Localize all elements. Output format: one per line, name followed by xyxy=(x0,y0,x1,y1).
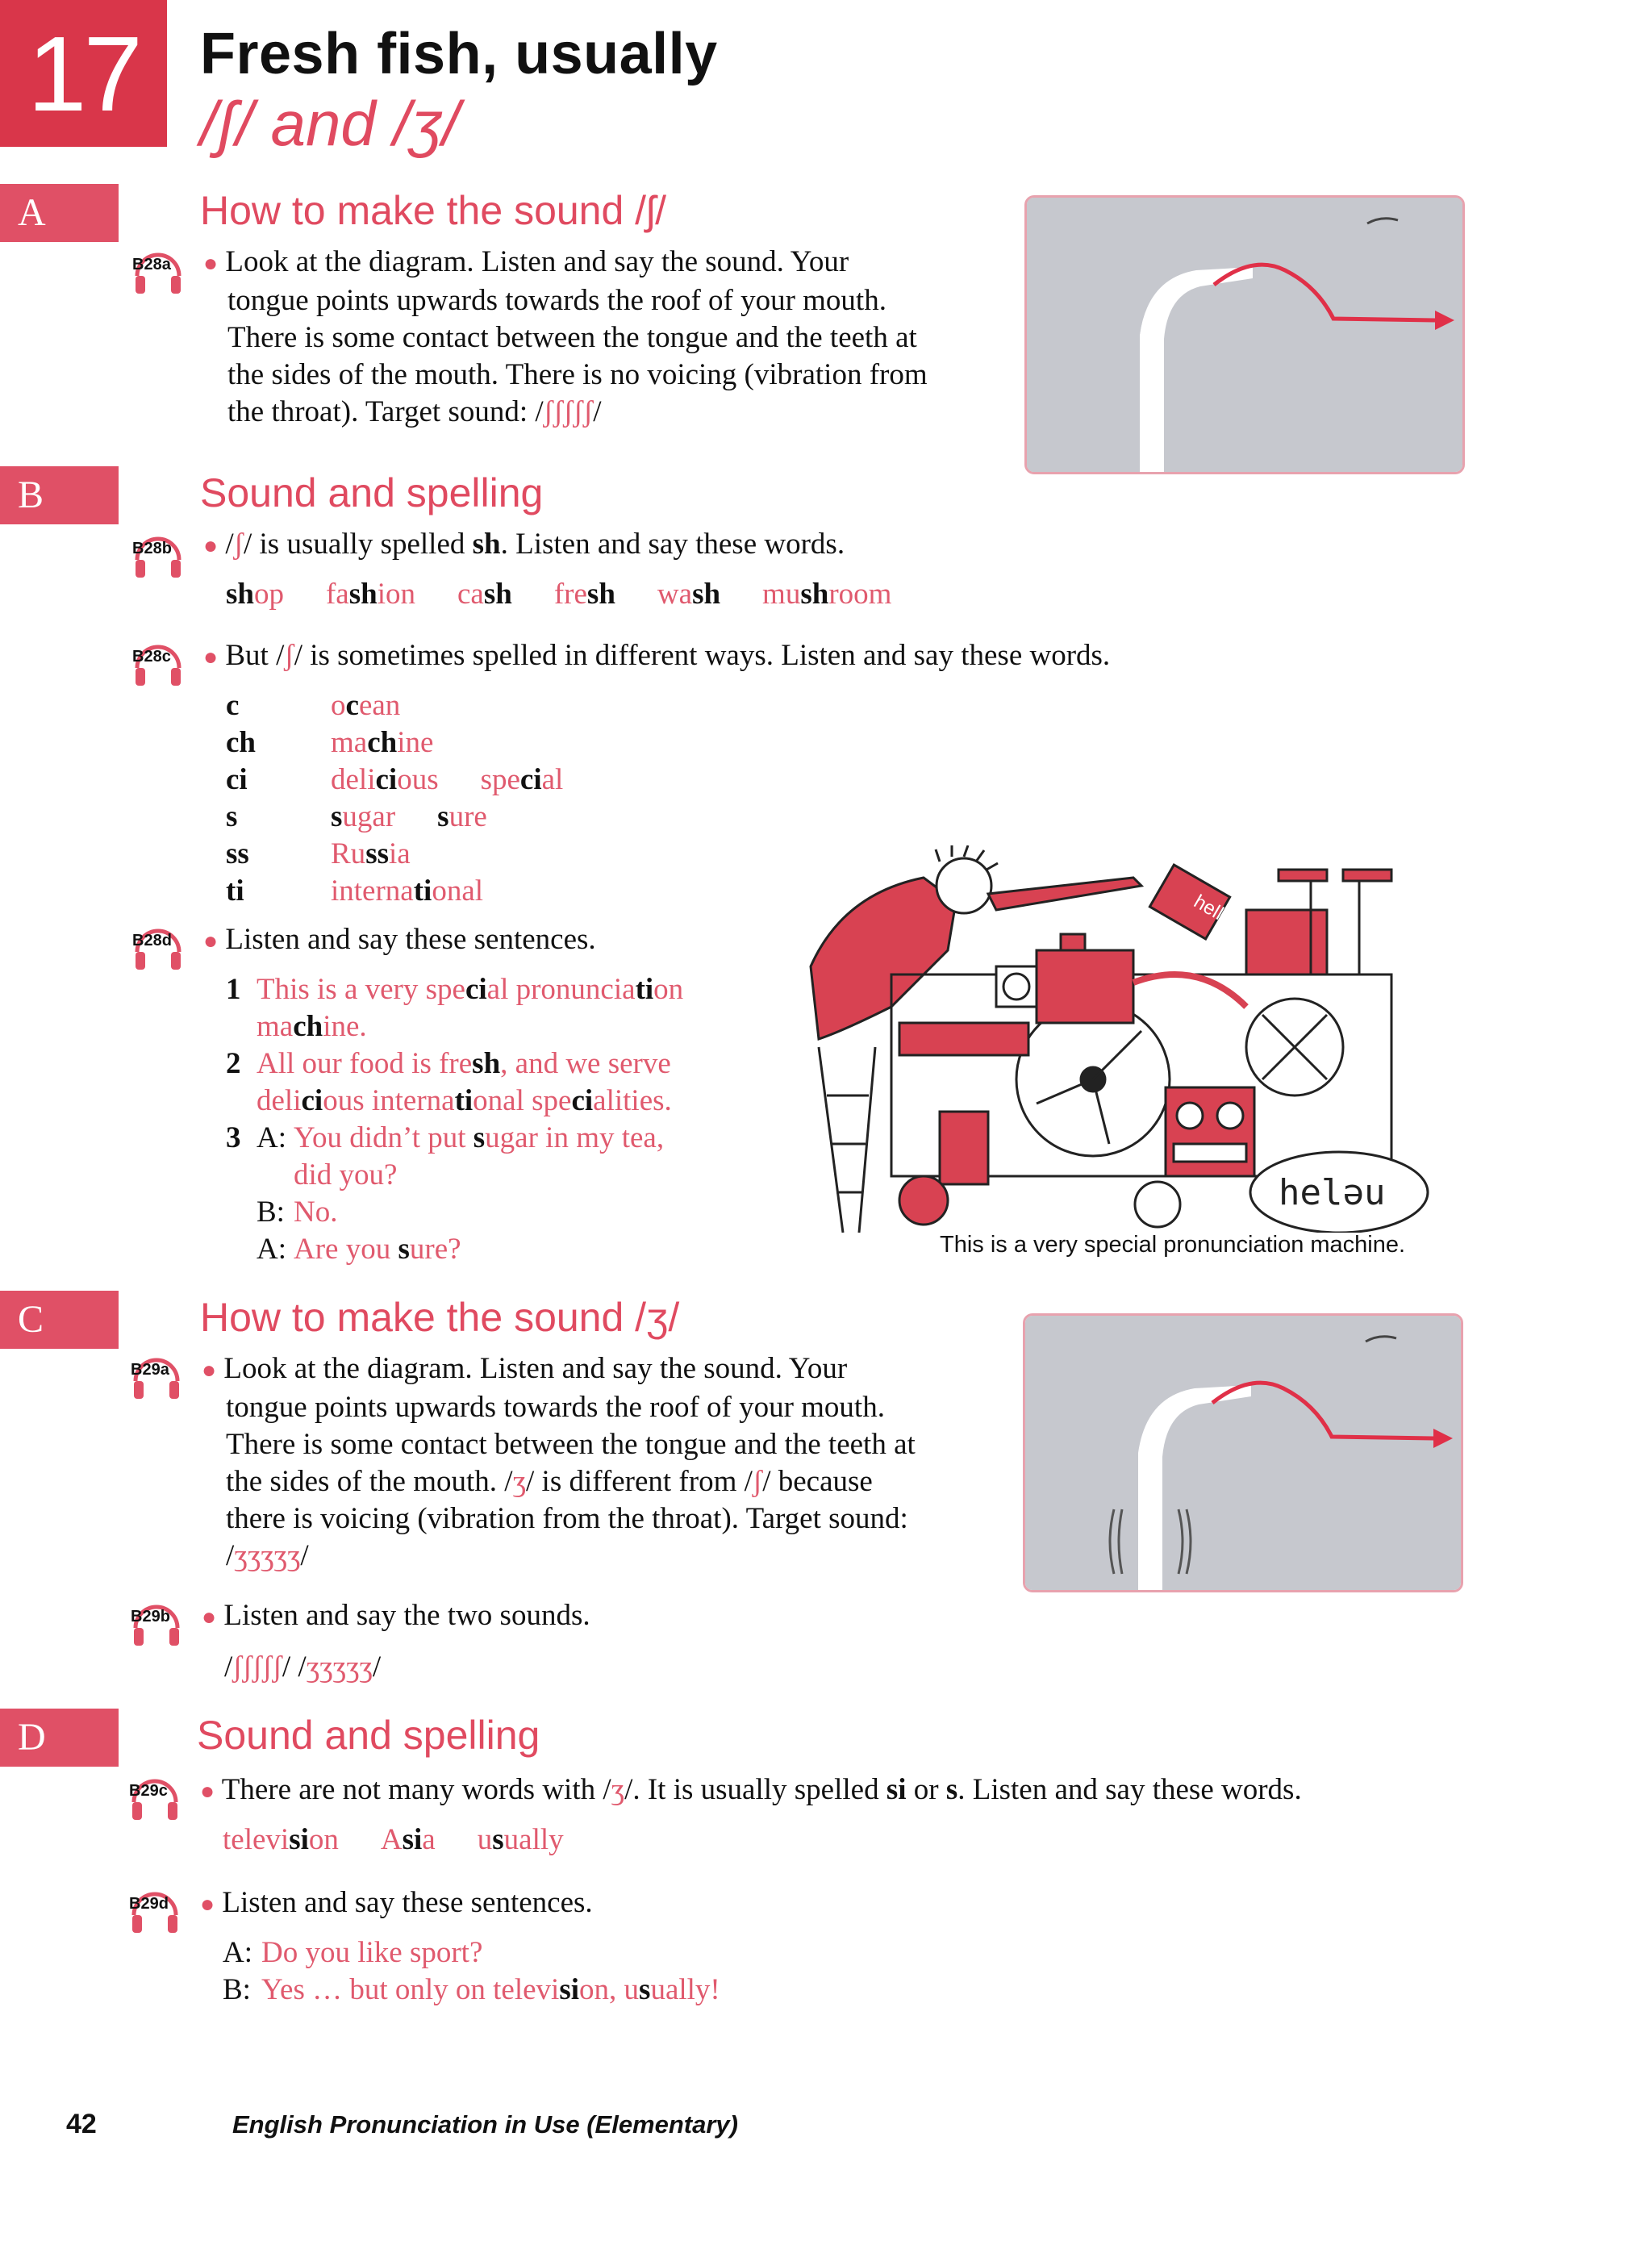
machine-sign-phonetic: heləu xyxy=(1279,1172,1386,1213)
spelling-key: ch xyxy=(226,726,256,759)
sentence-number: 2 xyxy=(226,1047,241,1080)
bullet-icon: ● xyxy=(203,928,219,954)
text-segment: ually! xyxy=(650,1973,720,2006)
phoneme: ʒ xyxy=(611,1773,625,1806)
sentence-line xyxy=(294,1194,337,1231)
spelling-key: c xyxy=(226,689,240,722)
audio-label: B28b xyxy=(132,540,172,557)
sentence-line xyxy=(226,1157,791,1194)
zh-word-list xyxy=(223,1822,606,1859)
text-segment: /. It is usually spelled xyxy=(624,1773,886,1806)
section-tab-d: D xyxy=(0,1709,119,1767)
audio-label: B29c xyxy=(129,1782,168,1800)
section-c-heading: How to make the sound /ʒ/ xyxy=(200,1295,680,1340)
spelling: ti xyxy=(454,1084,473,1117)
text-segment: ma xyxy=(331,726,368,759)
example-word xyxy=(457,576,512,613)
phoneme: ʒ xyxy=(512,1465,527,1498)
audio-label: B28d xyxy=(132,932,172,949)
audio-track-icon[interactable] xyxy=(131,524,186,586)
section-c-text xyxy=(202,1350,1008,1575)
text-line: There is some contact between the tongue and the teeth at xyxy=(227,321,917,354)
text-segment: a xyxy=(422,1823,436,1856)
spelling: si xyxy=(886,1773,907,1806)
text-segment: Yes … but only on televi xyxy=(261,1973,560,2006)
section-tab-a: A xyxy=(0,184,119,242)
text-segment: deli xyxy=(257,1084,302,1117)
spelling: s xyxy=(331,800,343,833)
sentence-line xyxy=(257,1045,671,1083)
target-sound: ʃʃʃʃʃ xyxy=(543,395,594,428)
text-segment: Listen and say these sentences. xyxy=(225,923,596,956)
text-segment: ion xyxy=(377,578,415,611)
sound-pair xyxy=(224,1649,381,1686)
spelling: sh xyxy=(472,1047,501,1080)
text-segment: on, u xyxy=(579,1973,640,2006)
text-segment: / xyxy=(226,1539,235,1572)
target-sound: ʒʒʒʒʒ xyxy=(306,1650,373,1684)
spelling: ss xyxy=(365,837,389,870)
spelling-key: ci xyxy=(226,763,248,796)
example-word xyxy=(437,799,487,836)
spelling: ci xyxy=(375,763,398,796)
target-sound: ʒʒʒʒʒ xyxy=(234,1539,301,1572)
audio-label: B29d xyxy=(129,1895,169,1913)
text-segment: or xyxy=(906,1773,946,1806)
text-segment: . Listen and say these words. xyxy=(957,1773,1302,1806)
spelling-row xyxy=(226,836,605,873)
spelling: ch xyxy=(367,726,398,759)
bullet-icon: ● xyxy=(200,1778,215,1805)
text-segment: on xyxy=(653,973,684,1006)
section-b-intro2 xyxy=(203,637,1110,676)
text-segment: / xyxy=(300,1539,309,1572)
sentence-line xyxy=(257,971,683,1008)
text-segment: onal spe xyxy=(473,1084,572,1117)
audio-track-icon[interactable] xyxy=(131,632,186,695)
text-segment: ine. xyxy=(323,1010,367,1043)
spelling: sh xyxy=(483,578,512,611)
text-segment: , and we serve xyxy=(500,1047,671,1080)
example-word xyxy=(762,576,891,613)
bullet-icon: ● xyxy=(200,1891,215,1918)
text-segment: room xyxy=(828,578,892,611)
phoneme: ʃ xyxy=(284,639,294,672)
text-segment: did you? xyxy=(294,1158,398,1191)
text-segment: / is usually spelled xyxy=(243,528,473,561)
spelling: ci xyxy=(301,1084,323,1117)
text-segment: fre xyxy=(553,578,587,611)
audio-track-icon[interactable] xyxy=(127,1880,182,1942)
section-d-heading: Sound and spelling xyxy=(197,1713,540,1758)
audio-label: B29b xyxy=(131,1608,170,1625)
text-segment: ca xyxy=(457,578,484,611)
section-d-intro2 xyxy=(200,1884,593,1923)
audio-track-icon[interactable] xyxy=(127,1767,182,1829)
audio-track-icon[interactable] xyxy=(129,1346,184,1408)
text-segment: alities. xyxy=(593,1084,672,1117)
section-a-text xyxy=(203,244,1010,431)
text-segment: All our food is fre xyxy=(257,1047,473,1080)
spelling-row xyxy=(226,873,605,910)
speaker-label: A: xyxy=(257,1121,286,1154)
spelling: sh xyxy=(348,578,378,611)
text-line xyxy=(202,1463,1008,1500)
text-segment: This is a very spe xyxy=(257,973,465,1006)
example-word xyxy=(331,799,395,836)
example-word xyxy=(481,762,564,799)
sentence-line xyxy=(294,1231,461,1268)
spelling: s xyxy=(473,1121,486,1154)
unit-number: 17 xyxy=(27,14,140,133)
text-segment: fa xyxy=(325,578,349,611)
spelling: si xyxy=(289,1823,309,1856)
target-sound: ʃʃʃʃʃ xyxy=(232,1650,282,1684)
text-line: tongue points upwards towards the roof of your mouth. xyxy=(226,1391,885,1424)
speaker-label: A: xyxy=(257,1233,286,1266)
book-title: English Pronunciation in Use (Elementary) xyxy=(232,2110,738,2139)
example-word xyxy=(381,1822,436,1859)
text-segment: / because xyxy=(762,1465,873,1498)
unit-subtitle: /ʃ/ and /ʒ/ xyxy=(200,88,460,159)
page-number: 42 xyxy=(66,2109,97,2139)
mouth-diagram-sh xyxy=(1024,195,1465,474)
speaker-label: B: xyxy=(223,1973,251,2006)
text-segment: Ru xyxy=(331,837,366,870)
text-line: Look at the diagram. Listen and say the sound. Your xyxy=(225,245,849,278)
section-tab-c: C xyxy=(0,1291,119,1349)
text-segment: Listen and say the two sounds. xyxy=(223,1599,590,1632)
spelling: s xyxy=(945,1773,958,1806)
spelling: ti xyxy=(413,874,432,908)
text-segment: / xyxy=(224,1650,233,1684)
text-segment: / xyxy=(372,1650,382,1684)
text-segment: deli xyxy=(331,763,376,796)
mouth-diagram-zh xyxy=(1023,1313,1463,1592)
spelling: sh xyxy=(692,578,721,611)
section-b-intro3 xyxy=(203,921,596,960)
example-word xyxy=(331,724,433,762)
audio-track-icon[interactable] xyxy=(129,1592,184,1655)
text-segment: But / xyxy=(225,639,285,672)
section-b-intro1 xyxy=(203,526,845,565)
text-segment: al xyxy=(541,763,564,796)
text-segment: ia xyxy=(389,837,411,870)
unit-number-box xyxy=(0,0,167,147)
text-segment: You didn’t put xyxy=(294,1121,473,1154)
spelling: c xyxy=(345,689,359,722)
example-word xyxy=(478,1822,564,1859)
spelling: s xyxy=(398,1233,410,1266)
text-segment: the sides of the mouth. / xyxy=(226,1465,513,1498)
spelling: s xyxy=(639,1973,651,2006)
text-segment: / is sometimes spelled in different ways. Listen and say these words. xyxy=(294,639,1111,672)
text-segment: ean xyxy=(358,689,401,722)
text-segment: ma xyxy=(257,1010,294,1043)
text-line: There is some contact between the tongue and the teeth at xyxy=(226,1428,916,1461)
spelling: sh xyxy=(800,578,829,611)
spelling: ci xyxy=(571,1084,594,1117)
example-word xyxy=(223,1822,339,1859)
text-segment: spe xyxy=(480,763,520,796)
text-segment: the throat). Target sound: / xyxy=(227,395,544,428)
sentence-line xyxy=(261,1972,720,2009)
spelling: sh xyxy=(472,528,501,561)
text-segment: / is different from / xyxy=(526,1465,753,1498)
section-tab-b: B xyxy=(0,466,119,524)
text-segment: There are not many words with / xyxy=(221,1773,611,1806)
example-word xyxy=(331,762,439,799)
text-segment: ine xyxy=(397,726,434,759)
phoneme: ʃ xyxy=(752,1465,763,1498)
text-segment: onal xyxy=(432,874,484,908)
text-line: the sides of the mouth. There is no voicing (vibration from xyxy=(227,358,928,391)
text-segment: u xyxy=(477,1823,493,1856)
speaker-label: A: xyxy=(223,1936,252,1969)
text-segment: mu xyxy=(762,578,801,611)
spelling: si xyxy=(559,1973,580,2006)
unit-title: Fresh fish, usually xyxy=(200,22,718,86)
text-segment: ually xyxy=(503,1823,564,1856)
bullet-icon: ● xyxy=(203,644,219,670)
spelling-table xyxy=(226,687,605,910)
text-line: Look at the diagram. Listen and say the sound. Your xyxy=(223,1352,848,1385)
text-segment: interna xyxy=(331,874,414,908)
text-segment: televi xyxy=(223,1823,290,1856)
text-line: there is voicing (vibration from the throat). Target sound: xyxy=(226,1502,908,1535)
bullet-icon: ● xyxy=(202,1604,217,1630)
example-word xyxy=(331,873,483,910)
pronunciation-machine-illustration xyxy=(795,845,1432,1233)
spelling: ci xyxy=(519,763,542,796)
spelling: si xyxy=(402,1823,423,1856)
spelling-row xyxy=(226,799,605,836)
sentence-list xyxy=(226,971,791,1268)
example-word xyxy=(657,576,720,613)
speaker-label: B: xyxy=(257,1196,285,1229)
illustration-caption: This is a very special pronunciation machine. xyxy=(940,1232,1406,1258)
section-d-intro1 xyxy=(200,1772,1302,1810)
audio-track-icon[interactable] xyxy=(131,240,186,303)
spelling: ti xyxy=(635,973,654,1006)
bullet-icon: ● xyxy=(203,250,219,277)
sentence-line xyxy=(294,1120,664,1157)
spelling: ch xyxy=(293,1010,323,1043)
example-word xyxy=(226,576,284,613)
text-segment: on xyxy=(308,1823,339,1856)
text-line xyxy=(202,1538,1008,1575)
audio-track-icon[interactable] xyxy=(131,916,186,979)
bullet-icon: ● xyxy=(202,1357,217,1383)
spelling-key: s xyxy=(226,800,238,833)
phoneme: ʃ xyxy=(233,528,244,561)
text-line xyxy=(203,394,1010,431)
spelling: sh xyxy=(226,578,254,611)
sentence-number: 1 xyxy=(226,973,241,1006)
text-segment: ure xyxy=(448,800,487,833)
text-segment: No. xyxy=(294,1196,338,1229)
text-segment: o xyxy=(331,689,346,722)
spelling: sh xyxy=(586,578,615,611)
sentence-number: 3 xyxy=(226,1121,241,1154)
spelling-row xyxy=(226,762,605,799)
example-word xyxy=(331,836,411,873)
text-line: tongue points upwards towards the roof of your mouth. xyxy=(227,284,886,317)
spelling: s xyxy=(437,800,449,833)
sentence-line xyxy=(226,1008,791,1045)
text-segment: / / xyxy=(282,1650,307,1684)
text-segment: Listen and say these sentences. xyxy=(222,1886,593,1919)
text-segment: wa xyxy=(657,578,693,611)
text-segment: op xyxy=(253,578,284,611)
text-segment: Are you xyxy=(294,1233,398,1266)
text-segment: A xyxy=(380,1823,403,1856)
example-word xyxy=(331,687,400,724)
spelling-key: ss xyxy=(226,837,249,870)
example-word xyxy=(554,576,615,613)
text-segment: ure? xyxy=(409,1233,461,1266)
machine-sign-hello: hello xyxy=(1190,891,1237,930)
text-segment: ugar in my tea, xyxy=(485,1121,665,1154)
spelling: s xyxy=(492,1823,504,1856)
audio-label: B28c xyxy=(132,648,171,666)
text-segment: ous interna xyxy=(323,1084,455,1117)
text-segment: . Listen and say these words. xyxy=(500,528,845,561)
text-segment: ous xyxy=(397,763,439,796)
audio-label: B28a xyxy=(132,256,171,273)
sh-word-list xyxy=(226,576,933,613)
section-c-intro2 xyxy=(202,1597,590,1636)
spelling: ci xyxy=(465,973,487,1006)
dialogue xyxy=(223,1934,720,2009)
spelling-key: ti xyxy=(226,874,244,908)
bullet-icon: ● xyxy=(203,532,219,559)
text-segment: al pronuncia xyxy=(486,973,636,1006)
section-b-heading: Sound and spelling xyxy=(200,470,544,515)
spelling-row xyxy=(226,724,605,762)
spelling-row xyxy=(226,687,605,724)
example-word xyxy=(326,576,415,613)
section-a-heading: How to make the sound /ʃ/ xyxy=(200,188,667,233)
text-segment: / xyxy=(593,395,602,428)
sentence-line: Do you like sport? xyxy=(261,1936,483,1969)
text-segment: ugar xyxy=(342,800,396,833)
text-segment: / xyxy=(225,528,234,561)
sentence-line xyxy=(226,1083,791,1120)
audio-label: B29a xyxy=(131,1361,169,1379)
